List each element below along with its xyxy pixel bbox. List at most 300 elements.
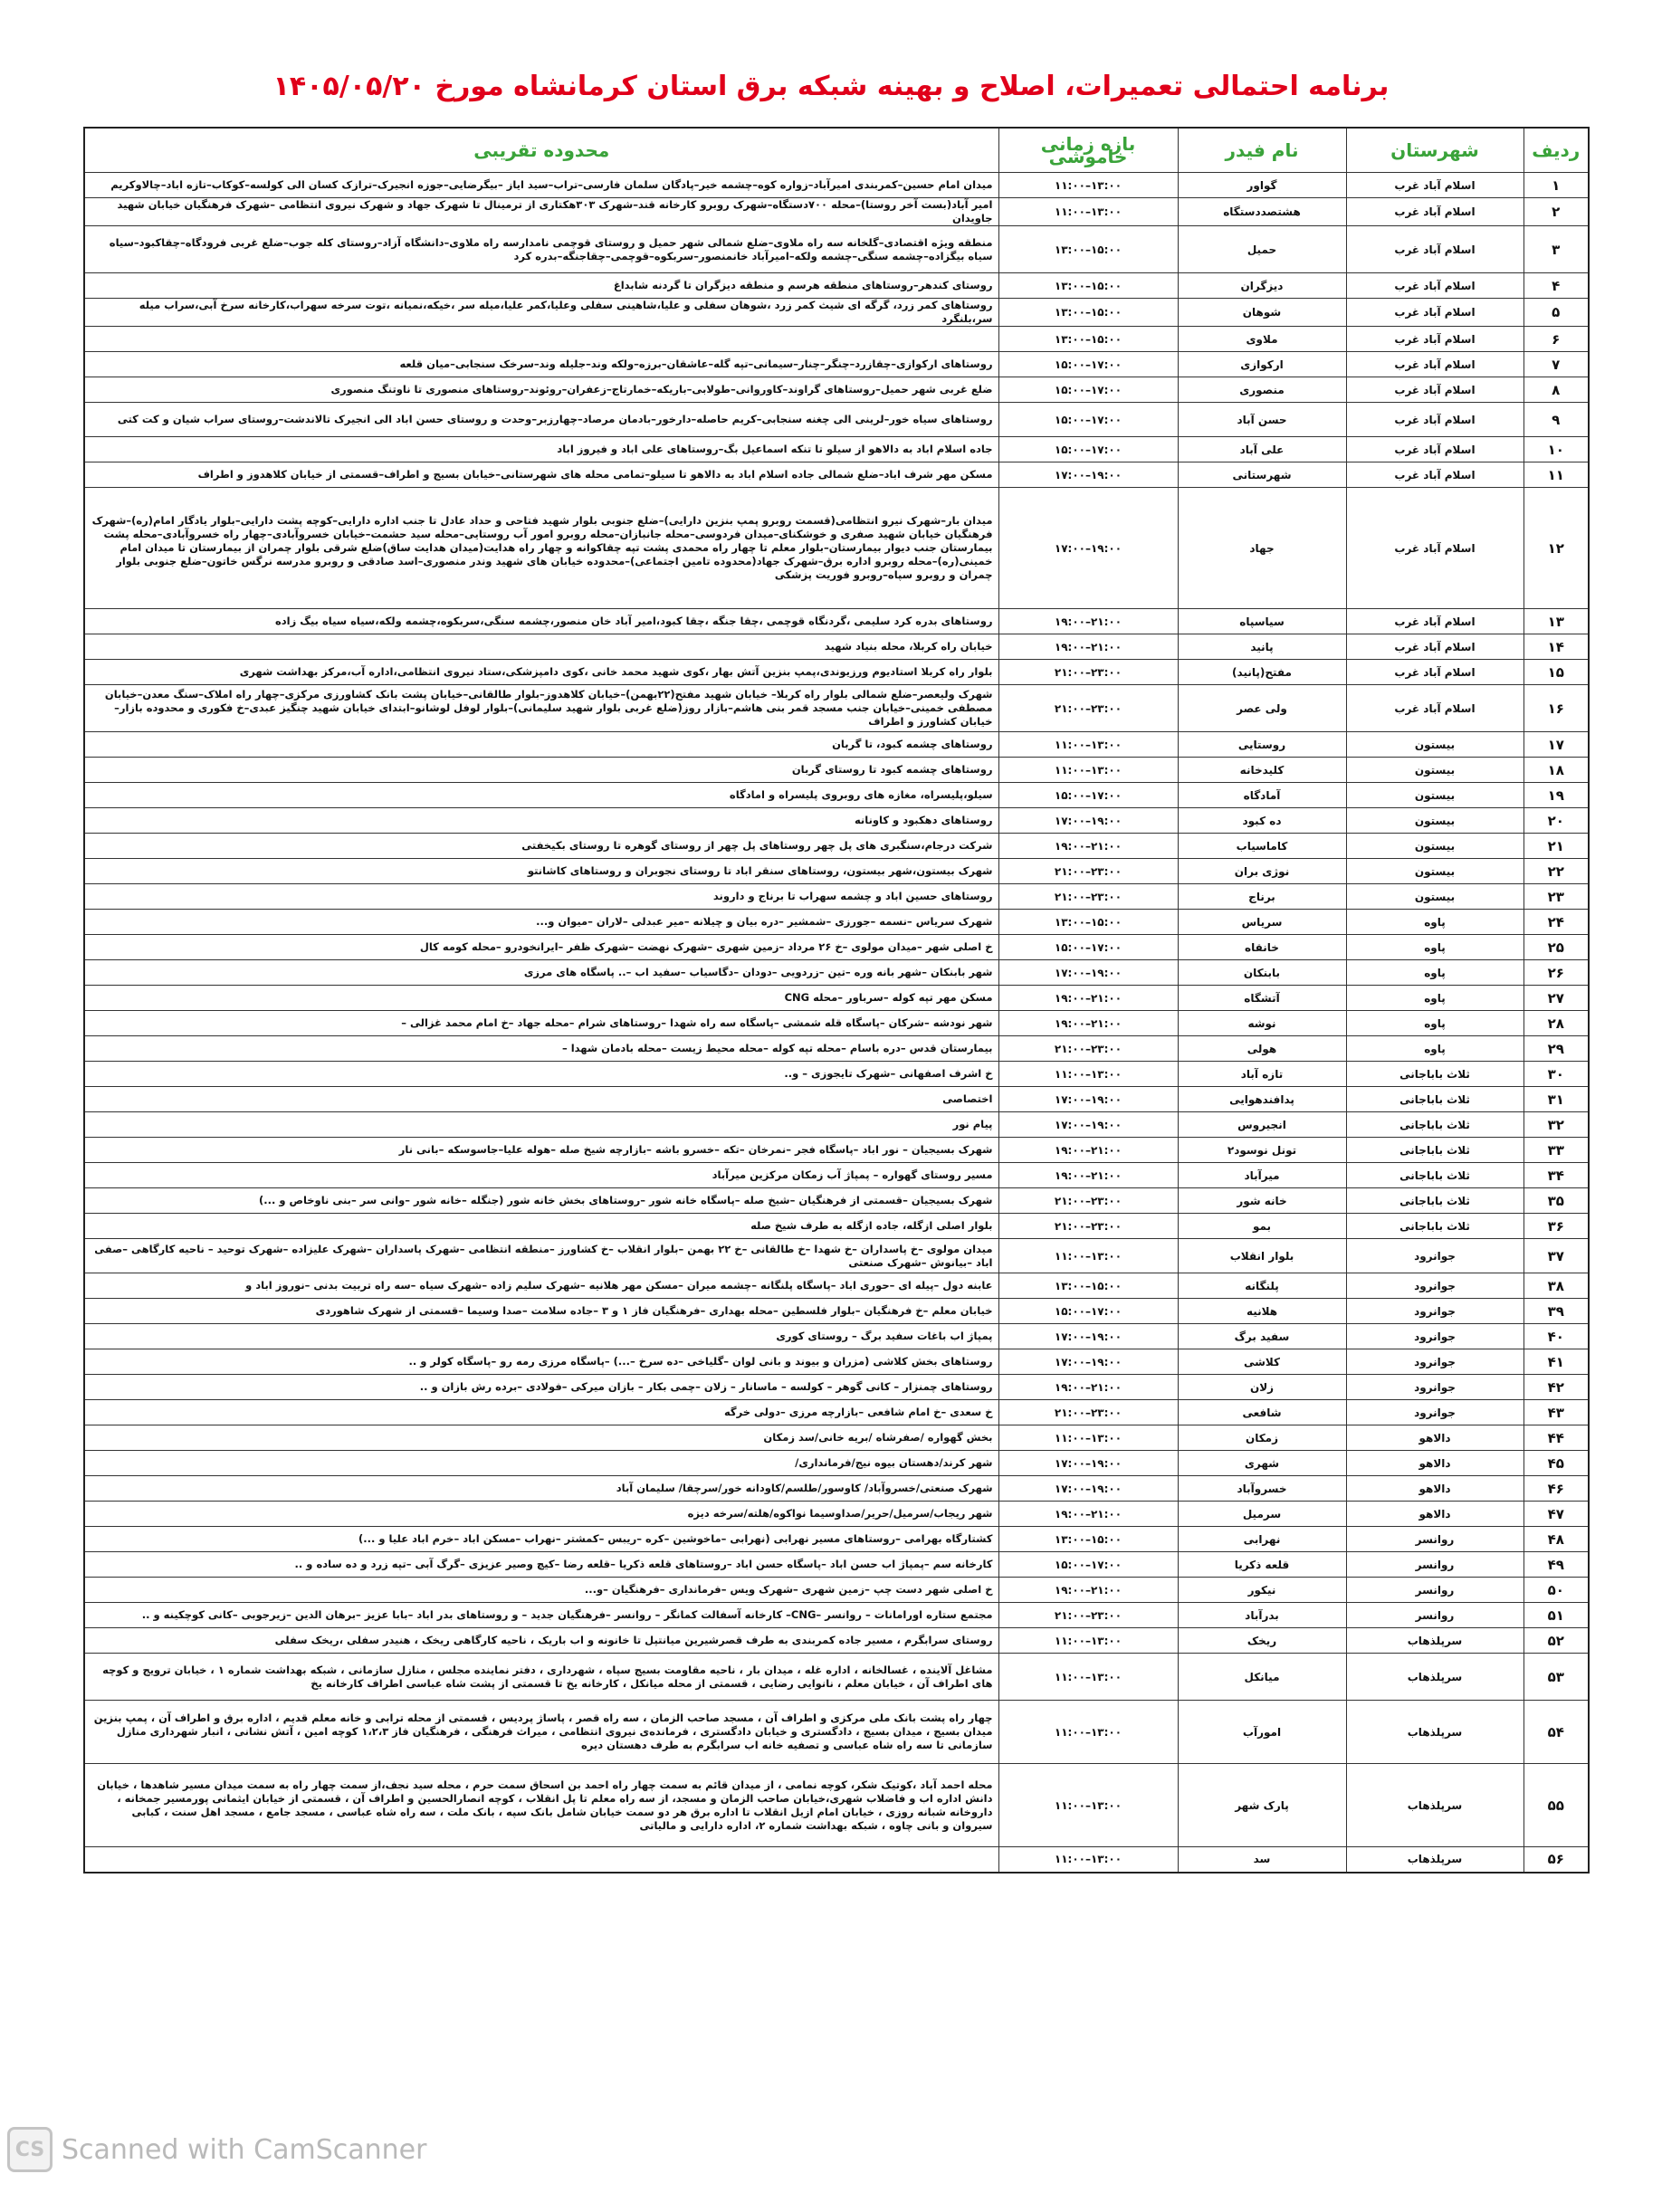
area-cell: روستاهای دهکبود و کاونانه xyxy=(84,808,998,834)
county-cell: دالاهو xyxy=(1346,1425,1524,1451)
time-window-cell: ۲۱:۰۰–۲۳:۰۰ xyxy=(998,884,1178,910)
area-cell: شهرک سریاس –نسمه –جورزی –شمشیر –دره بیان و چیلانه –میر عبدلی –لاران –میوان و... xyxy=(84,910,998,935)
county-cell: سرپلذهاب xyxy=(1346,1847,1524,1873)
county-cell: روانسر xyxy=(1346,1578,1524,1603)
feeder-cell: نیکور xyxy=(1178,1578,1346,1603)
row-number-cell: ۶ xyxy=(1524,327,1589,352)
area-cell: میدان بار–شهرک نیرو انتظامی(قسمت روبرو پمپ بنزین دارایی)–ضلع جنوبی بلوار شهید فتاحی و حداد عادل تا جنب اداره دارایی–کوچه پشت دارایی–بلوار یادگار امام(ره)–شهرک فرهنگیان خیابان شهید صفری و خوشکنای–میدان فردوسی–محله جانبازان–محله روبرو امور آب روستایی–محله سید حشمت–خیابان خسروآبادی–چهار راه خسروآبادی–محله پشت بیمارستان جنب دیوار بیمارستان–بلوار معلم تا چهار راه محمدی پشت تپه چقاکوانه و چهار راه هدایت(میدان هدایت ساق)ضلع شرقی بلوار چمران از بیمارستان تا میدان امام خمینی(ره)–محله روبرو اداره برق–شهرک جهاد(محدوده تامین اجتماعی)–محدوده خیابان های شهید وندر منصوری–اسد صادقی و روبرو مدرسه نرگس خاتون–ضلع جنوبی بلوار چمران و روبرو سپاه–روبرو فوریت پزشکی xyxy=(84,488,998,609)
table-row xyxy=(84,859,1589,884)
row-number-cell: ۳۴ xyxy=(1524,1163,1589,1188)
feeder-cell: زلان xyxy=(1178,1375,1346,1400)
feeder-cell: حمیل xyxy=(1178,226,1346,273)
county-cell: بیستون xyxy=(1346,884,1524,910)
time-window-cell: ۱۵:۰۰–۱۷:۰۰ xyxy=(998,1299,1178,1324)
table-row xyxy=(84,1324,1589,1349)
feeder-cell: شافعی xyxy=(1178,1400,1346,1425)
time-window-cell: ۱۵:۰۰–۱۷:۰۰ xyxy=(998,403,1178,437)
area-cell: کشتارگاه بهرامی –روستاهای مسیر نهرابی (نهرابی –ماخوشین –کره –ریبس –کمشتر –نهراب –مسکن اباد –خرم اباد علیا و ...) xyxy=(84,1527,998,1552)
area-cell: روستاهای چشمه کبود، تا گربان xyxy=(84,732,998,758)
feeder-cell: روستایی xyxy=(1178,732,1346,758)
row-number-cell: ۳۹ xyxy=(1524,1299,1589,1324)
area-cell: میدان امام حسین–کمربندی امیرآباد–زواره کوه–چشمه خیر–پادگان سلمان فارسی–تراب–سید ایاز –بیگرضایی–جوزه انجیرک–ترازک کسان الی کولسه–کوکاب–تازه اباد–چالاوکریم xyxy=(84,173,998,198)
row-number-cell: ۲۵ xyxy=(1524,935,1589,960)
table-row xyxy=(84,198,1589,226)
row-number-cell: ۲۹ xyxy=(1524,1036,1589,1062)
county-cell: ثلاث باباجانی xyxy=(1346,1087,1524,1112)
camscanner-logo: CS xyxy=(7,2127,53,2172)
row-number-cell: ۴۹ xyxy=(1524,1552,1589,1578)
area-cell: مسیر روستای گهواره – پمپاژ آب زمکان مرکزین میرآباد xyxy=(84,1163,998,1188)
row-number-cell: ۲۷ xyxy=(1524,986,1589,1011)
feeder-cell: حسن آباد xyxy=(1178,403,1346,437)
row-number-cell: ۲۴ xyxy=(1524,910,1589,935)
row-number-cell: ۳۱ xyxy=(1524,1087,1589,1112)
time-window-cell: ۱۳:۰۰–۱۵:۰۰ xyxy=(998,1273,1178,1299)
area-cell: پیام نور xyxy=(84,1112,998,1138)
feeder-cell: منصوری xyxy=(1178,377,1346,403)
time-window-cell: ۲۱:۰۰–۲۳:۰۰ xyxy=(998,859,1178,884)
area-cell: شهرک بسیجیان –قسمتی از فرهنگیان –شیخ صله –پاسگاه خانه شور –روستاهای بخش خانه شور (جنگله –خانه شور –وانی سر –بنی ناوخاص و ...) xyxy=(84,1188,998,1214)
time-window-cell: ۲۱:۰۰–۲۳:۰۰ xyxy=(998,1036,1178,1062)
camscanner-watermark xyxy=(7,2127,426,2172)
area-cell: مسکن مهر شرف اباد–ضلع شمالی جاده اسلام اباد به دالاهو تا سیلو–تمامی محله های شهرستانی–خیابان بسیج و اطراف–قسمتی از خیابان کلاهدوز و اطراف xyxy=(84,462,998,488)
time-window-cell: ۱۷:۰۰–۱۹:۰۰ xyxy=(998,462,1178,488)
time-window-cell: ۱۷:۰۰–۱۹:۰۰ xyxy=(998,488,1178,609)
county-cell: اسلام آباد غرب xyxy=(1346,403,1524,437)
table-row xyxy=(84,1062,1589,1087)
county-cell: روانسر xyxy=(1346,1527,1524,1552)
time-window-cell: ۱۱:۰۰–۱۳:۰۰ xyxy=(998,1847,1178,1873)
row-number-cell: ۷ xyxy=(1524,352,1589,377)
feeder-cell: علی آباد xyxy=(1178,437,1346,462)
area-cell: روستای سرابگرم ، مسیر جاده کمربندی به طرف قصرشیرین میانتپل تا خانونه و اب باریک ، ناحیه کارگاهی ریخک ، هنیدر سفلی ،ریخک سفلی xyxy=(84,1628,998,1654)
area-cell: ضلع غربی شهر حمیل–روستاهای گراوند–کاوروانی–طولابی–باریکه–خمارتاج–زعفران–روئوند–روستاهای منصوری تا ناوتنگ منصوری xyxy=(84,377,998,403)
area-cell: روستاهای ارکوازی–چقازرد–چنگر–چنار–سیمانی–تپه گله–عاشقان–برزه–ولکه وند–جلیله وند–سرخک سنجابی–میان قلعه xyxy=(84,352,998,377)
time-window-cell: ۱۱:۰۰–۱۳:۰۰ xyxy=(998,758,1178,783)
time-window-cell: ۲۱:۰۰–۲۳:۰۰ xyxy=(998,1214,1178,1239)
feeder-cell: ارکوازی xyxy=(1178,352,1346,377)
county-cell: جوانرود xyxy=(1346,1400,1524,1425)
county-cell: جوانرود xyxy=(1346,1273,1524,1299)
feeder-cell: تونل نوسود۲ xyxy=(1178,1138,1346,1163)
area-cell: روستاهای کمر زرد، گرگه ای شیث کمر زرد ،شوهان سفلی و علیا،شاهینی سفلی وعلیا،کمر علیا،میله سر ،خیکه،نمیانه ،توت سرخه سهراب،کارخانه سرخ آبی،سراب میله سر،بلنگرد xyxy=(84,299,998,327)
county-cell: بیستون xyxy=(1346,859,1524,884)
feeder-cell: شهرستانی xyxy=(1178,462,1346,488)
row-number-cell: ۲۸ xyxy=(1524,1011,1589,1036)
time-window-cell: ۱۳:۰۰–۱۵:۰۰ xyxy=(998,1527,1178,1552)
area-cell: خیابان معلم –خ فرهنگیان –بلوار فلسطین –محله بهداری –فرهنگیان فاز ۱ و ۳ –جاده سلامت –صدا وسیما –قسمتی از شهرک شاهوردی xyxy=(84,1299,998,1324)
area-cell: روستاهای چشمه کبود تا روستای گربان xyxy=(84,758,998,783)
feeder-cell: بلوار انقلاب xyxy=(1178,1239,1346,1273)
area-cell: شهر ریجاب/سرمیل/حریر/صداوسیما نواکوه/هلته/سرخه دیزه xyxy=(84,1502,998,1527)
table-row xyxy=(84,834,1589,859)
row-number-cell: ۳۸ xyxy=(1524,1273,1589,1299)
table-row xyxy=(84,986,1589,1011)
time-window-cell: ۱۹:۰۰–۲۱:۰۰ xyxy=(998,1011,1178,1036)
table-body xyxy=(84,173,1589,1873)
table-row xyxy=(84,1527,1589,1552)
feeder-cell: سرمیل xyxy=(1178,1502,1346,1527)
area-cell: مشاغل آلاینده ، غسالخانه ، اداره غله ، میدان بار ، ناحیه مقاومت بسیج سپاه ، شهرداری ، دفتر نماینده مجلس ، منازل سازمانی ، شبکه بهداشت شماره ۱ ، خیابان ترویج و کوچه های اطراف آن ، خیابان معلم ، نانوایی رضایی ، قسمتی از محله میانکل ، کارخانه یخ تا قسمتی از پشت شاه عباسی اطراف کارخانه یخ xyxy=(84,1654,998,1701)
feeder-cell: میانکل xyxy=(1178,1654,1346,1701)
area-cell: شهرک ولیعصر–ضلع شمالی بلوار راه کربلا– خیابان شهید مفتح(۲۲بهمن)–خیابان کلاهدوز–بلوار طالقانی–خیابان پشت بانک کشاورزی مرکزی–چهار راه املاک–سنگ معدن–خیابان مصطفی خمینی–خیابان جنب مسجد قمر بنی هاشم–بازار روز(ضلع غربی بلوار شهید سلیمانی)–بلوار لوفل لوشانو–ابتدای خیابان شهید چنگیز عبدی–خ فکوری و محدوده بازار–خیابان کشاورز و اطراف xyxy=(84,685,998,732)
table-row xyxy=(84,488,1589,609)
time-window-cell: ۱۵:۰۰–۱۷:۰۰ xyxy=(998,437,1178,462)
row-number-cell: ۳۰ xyxy=(1524,1062,1589,1087)
time-window-cell: ۱۵:۰۰–۱۷:۰۰ xyxy=(998,377,1178,403)
county-cell: سرپلذهاب xyxy=(1346,1654,1524,1701)
time-window-cell: ۱۱:۰۰–۱۳:۰۰ xyxy=(998,1239,1178,1273)
table-row xyxy=(84,609,1589,634)
table-row xyxy=(84,685,1589,732)
county-cell: اسلام آباد غرب xyxy=(1346,462,1524,488)
time-window-cell: ۱۵:۰۰–۱۷:۰۰ xyxy=(998,352,1178,377)
table-row xyxy=(84,1375,1589,1400)
time-window-cell: ۱۹:۰۰–۲۱:۰۰ xyxy=(998,1578,1178,1603)
row-number-cell: ۴۶ xyxy=(1524,1476,1589,1502)
time-window-cell: ۲۱:۰۰–۲۳:۰۰ xyxy=(998,1400,1178,1425)
county-cell: ثلاث باباجانی xyxy=(1346,1188,1524,1214)
time-window-cell: ۱۱:۰۰–۱۳:۰۰ xyxy=(998,1764,1178,1847)
feeder-cell: میرآباد xyxy=(1178,1163,1346,1188)
feeder-cell: سریاس xyxy=(1178,910,1346,935)
county-cell: بیستون xyxy=(1346,834,1524,859)
time-window-cell: ۱۷:۰۰–۱۹:۰۰ xyxy=(998,960,1178,986)
area-cell: پمپاژ اب باغات سفید برگ – روستای کوری xyxy=(84,1324,998,1349)
time-window-cell: ۲۱:۰۰–۲۳:۰۰ xyxy=(998,1603,1178,1628)
row-number-cell: ۴ xyxy=(1524,273,1589,299)
feeder-cell: زمکان xyxy=(1178,1425,1346,1451)
county-cell: اسلام آباد غرب xyxy=(1346,660,1524,685)
feeder-cell: کاماسیاب xyxy=(1178,834,1346,859)
county-cell: دالاهو xyxy=(1346,1502,1524,1527)
county-cell: اسلام آباد غرب xyxy=(1346,437,1524,462)
row-number-cell: ۳۶ xyxy=(1524,1214,1589,1239)
county-cell: ثلاث باباجانی xyxy=(1346,1062,1524,1087)
feeder-cell: سیاسپاه xyxy=(1178,609,1346,634)
county-cell: اسلام آباد غرب xyxy=(1346,327,1524,352)
feeder-cell: پدافندهوایی xyxy=(1178,1087,1346,1112)
row-number-cell: ۱۵ xyxy=(1524,660,1589,685)
table-row xyxy=(84,1273,1589,1299)
feeder-cell: شوهان xyxy=(1178,299,1346,327)
table-row xyxy=(84,1087,1589,1112)
area-cell: روستاهای حسین اباد و چشمه سهراب تا برناج و داروند xyxy=(84,884,998,910)
area-cell: شهرک صنعتی/خسروآباد/ کاوسور/طلسم/کاودانه خور/سرچقا/ سلیمان آباد xyxy=(84,1476,998,1502)
feeder-cell: برناج xyxy=(1178,884,1346,910)
time-window-cell: ۱۷:۰۰–۱۹:۰۰ xyxy=(998,1349,1178,1375)
time-window-cell: ۱۱:۰۰–۱۳:۰۰ xyxy=(998,732,1178,758)
table-row xyxy=(84,960,1589,986)
county-cell: اسلام آباد غرب xyxy=(1346,634,1524,660)
county-cell: سرپلذهاب xyxy=(1346,1764,1524,1847)
time-window-cell: ۱۹:۰۰–۲۱:۰۰ xyxy=(998,609,1178,634)
feeder-cell: گواور xyxy=(1178,173,1346,198)
county-cell: ثلاث باباجانی xyxy=(1346,1214,1524,1239)
county-cell: جوانرود xyxy=(1346,1299,1524,1324)
area-cell: میدان مولوی –خ پاسداران –خ شهدا –خ طالقانی –خ ۲۲ بهمن –بلوار انقلاب –خ کشاورز –منطقه انتظامی –شهرک پاسداران –شهرک علیزاده –شهرک توحید – ناحیه کارگاهی –صفی اباد –بیانوش –شهرک صنعتی xyxy=(84,1239,998,1273)
row-number-cell: ۱۳ xyxy=(1524,609,1589,634)
county-cell: ثلاث باباجانی xyxy=(1346,1163,1524,1188)
feeder-cell: کلاشی xyxy=(1178,1349,1346,1375)
area-cell: شرکت درجام،سنگبری های پل چهر روستاهای پل چهر از روستای گوهره تا روستای بکیخفتی xyxy=(84,834,998,859)
row-number-cell: ۴۴ xyxy=(1524,1425,1589,1451)
area-cell xyxy=(84,1847,998,1873)
area-cell: چهار راه پشت بانک ملی مرکزی و اطراف آن ، مسجد صاحب الزمان ، سه راه قصر ، پاساژ پردیس ، قسمتی از محله ترابی و خانه معلم قدیم ، اداره برق و اطراف آن ، پمپ بنزین میدان بسیج ، میدان بسیج ، دادگستری و خیابان دادگستری ، فرمانده‌ی نیروی انتظامی ، میراث فرهنگی ، فرهنگیان فاز ۱،۲،۳ کوچه امین ، آتش نشانی ، انبار شهرداری منازل سازمانی تا سه راه شاه عباسی و تصفیه خانه اب سرابگرم به طرف دهستان دیره xyxy=(84,1701,998,1764)
feeder-cell: سد xyxy=(1178,1847,1346,1873)
row-number-cell: ۵۴ xyxy=(1524,1701,1589,1764)
feeder-cell: مفتح(پانید) xyxy=(1178,660,1346,685)
time-window-cell: ۱۱:۰۰–۱۳:۰۰ xyxy=(998,1425,1178,1451)
row-number-cell: ۱۱ xyxy=(1524,462,1589,488)
feeder-cell: هولی xyxy=(1178,1036,1346,1062)
table-row xyxy=(84,935,1589,960)
time-window-cell: ۱۵:۰۰–۱۷:۰۰ xyxy=(998,783,1178,808)
feeder-cell: ولی عصر xyxy=(1178,685,1346,732)
time-window-cell: ۱۹:۰۰–۲۱:۰۰ xyxy=(998,1138,1178,1163)
feeder-cell: ده کبود xyxy=(1178,808,1346,834)
county-cell: سرپلذهاب xyxy=(1346,1628,1524,1654)
feeder-cell: جهاد xyxy=(1178,488,1346,609)
feeder-cell: بدرآباد xyxy=(1178,1603,1346,1628)
row-number-cell: ۱۹ xyxy=(1524,783,1589,808)
header-feeder: نام فیدر xyxy=(1178,128,1346,173)
table-row xyxy=(84,732,1589,758)
schedule-sheet xyxy=(83,127,1588,1874)
county-cell: جوانرود xyxy=(1346,1349,1524,1375)
table-row xyxy=(84,1400,1589,1425)
feeder-cell: امورآب xyxy=(1178,1701,1346,1764)
time-window-cell: ۱۷:۰۰–۱۹:۰۰ xyxy=(998,1087,1178,1112)
feeder-cell: تازه آباد xyxy=(1178,1062,1346,1087)
table-row xyxy=(84,1299,1589,1324)
area-cell: روستای کندهر–روستاهای منطقه هرسم و منطقه دیزگران تا گردنه شابداغ xyxy=(84,273,998,299)
time-window-cell: ۱۹:۰۰–۲۱:۰۰ xyxy=(998,986,1178,1011)
row-number-cell: ۲۳ xyxy=(1524,884,1589,910)
watermark-label: Scanned with CamScanner xyxy=(62,2133,427,2166)
area-cell: شهرک بسیجیان – نور اباد –پاسگاه فجر –نمرخان –تکه –خسرو باشه –بازارچه شیخ صله –هوله علیا–جاسوسکه –بانی نار xyxy=(84,1138,998,1163)
county-cell: پاوه xyxy=(1346,1011,1524,1036)
area-cell: روستاهای بخش کلاشی (مزران و بیوند و بانی لوان –گلیاخی –ده سرخ –...) –پاسگاه مرزی رمه رو –پاسگاه کولر و .. xyxy=(84,1349,998,1375)
row-number-cell: ۵۰ xyxy=(1524,1578,1589,1603)
county-cell: روانسر xyxy=(1346,1552,1524,1578)
county-cell: دالاهو xyxy=(1346,1476,1524,1502)
area-cell: منطقه ویژه اقتصادی–گلخانه سه راه ملاوی–ضلع شمالی شهر حمیل و روستای قوچمی نامدارسه راه ملاوی–دانشگاه آزاد–روستای کله جوب–ضلع غربی فرودگاه–چقاکبود–سیاه سیاه بیگزاده–چشمه سنگی–چشمه ولکه–امیرآباد خانمنصور–سربکوه–قوچمی–چقاجنگه–بدره کرد xyxy=(84,226,998,273)
row-number-cell: ۵۳ xyxy=(1524,1654,1589,1701)
county-cell: پاوه xyxy=(1346,960,1524,986)
row-number-cell: ۴۱ xyxy=(1524,1349,1589,1375)
table-row xyxy=(84,1112,1589,1138)
feeder-cell: دیزگران xyxy=(1178,273,1346,299)
table-row xyxy=(84,299,1589,327)
header-time-window: بازه زمانی خاموشی xyxy=(998,128,1178,173)
table-row xyxy=(84,1011,1589,1036)
time-window-cell: ۱۱:۰۰–۱۳:۰۰ xyxy=(998,1062,1178,1087)
row-number-cell: ۳۲ xyxy=(1524,1112,1589,1138)
time-window-cell: ۲۱:۰۰–۲۳:۰۰ xyxy=(998,1188,1178,1214)
area-cell: کارخانه سم –پمپاژ اب حسن اباد –پاسگاه حسن اباد –روستاهای قلعه ذکریا –قلعه رضا –کیچ وصیر عزیزی –گرگ آبی –تپه زرد و ده ساده و .. xyxy=(84,1552,998,1578)
table-row xyxy=(84,910,1589,935)
county-cell: بیستون xyxy=(1346,808,1524,834)
feeder-cell: هلانیه xyxy=(1178,1299,1346,1324)
county-cell: ثلاث باباجانی xyxy=(1346,1138,1524,1163)
county-cell: پاوه xyxy=(1346,986,1524,1011)
row-number-cell: ۵۵ xyxy=(1524,1764,1589,1847)
county-cell: جوانرود xyxy=(1346,1375,1524,1400)
area-cell: جاده اسلام اباد به دالاهو از سیلو تا تنکه اسماعیل بگ–روستاهای علی اباد و فیروز اباد xyxy=(84,437,998,462)
county-cell: اسلام آباد غرب xyxy=(1346,488,1524,609)
table-header-row xyxy=(84,128,1589,173)
time-window-cell: ۱۱:۰۰–۱۳:۰۰ xyxy=(998,1701,1178,1764)
row-number-cell: ۴۰ xyxy=(1524,1324,1589,1349)
row-number-cell: ۳۷ xyxy=(1524,1239,1589,1273)
outage-table xyxy=(83,127,1590,1874)
area-cell: خیابان راه کربلا، محله بنیاد شهید xyxy=(84,634,998,660)
area-cell: بخش گهواره /صفرشاه /بریه خانی/سد زمکان xyxy=(84,1425,998,1451)
table-row xyxy=(84,634,1589,660)
row-number-cell: ۲۰ xyxy=(1524,808,1589,834)
area-cell: روستاهای سیاه خور–لرینی الی چغنه سنجابی–کریم حاصله–دارخور–بادمان مرصاد–چهارزبر–وحدت و روستای حسن اباد الی انجیرک تالاندشت–روستای سراب شیان و کت کتی xyxy=(84,403,998,437)
county-cell: اسلام آباد غرب xyxy=(1346,273,1524,299)
county-cell: اسلام آباد غرب xyxy=(1346,198,1524,226)
row-number-cell: ۵ xyxy=(1524,299,1589,327)
header-row-number: ردیف xyxy=(1524,128,1589,173)
area-cell: خ اصلی شهر دست چپ –زمین شهری –شهرک ویس –فرمانداری –فرهنگیان –و... xyxy=(84,1578,998,1603)
time-window-cell: ۲۱:۰۰–۲۳:۰۰ xyxy=(998,685,1178,732)
county-cell: اسلام آباد غرب xyxy=(1346,685,1524,732)
row-number-cell: ۱۶ xyxy=(1524,685,1589,732)
feeder-cell: خانقاه xyxy=(1178,935,1346,960)
time-window-cell: ۱۹:۰۰–۲۱:۰۰ xyxy=(998,634,1178,660)
area-cell: مجتمع ستاره اورامانات – روانسر –CNG– کارخانه آسفالت کمانگر – روانسر –فرهنگیان جدید – و روستاهای بدر اباد –بابا عزیز –برهان الدین –زیرجوبی –کانی کوچکینه و .. xyxy=(84,1603,998,1628)
area-cell: روستاهای چمنزار – کانی گوهر – کولسه – ماسانار – زلان –چمی بکار – بازان میرکی –فولادی –برده رش بازان و .. xyxy=(84,1375,998,1400)
county-cell: دالاهو xyxy=(1346,1451,1524,1476)
time-window-cell: ۱۱:۰۰–۱۳:۰۰ xyxy=(998,1628,1178,1654)
row-number-cell: ۱۰ xyxy=(1524,437,1589,462)
county-cell: اسلام آباد غرب xyxy=(1346,352,1524,377)
time-window-cell: ۲۱:۰۰–۲۳:۰۰ xyxy=(998,660,1178,685)
feeder-cell: انجیروس xyxy=(1178,1112,1346,1138)
county-cell: سرپلذهاب xyxy=(1346,1701,1524,1764)
area-cell: بلوار اصلی ازگله، جاده ازگله به طرف شیخ صله xyxy=(84,1214,998,1239)
feeder-cell: پارک شهر xyxy=(1178,1764,1346,1847)
row-number-cell: ۹ xyxy=(1524,403,1589,437)
table-row xyxy=(84,884,1589,910)
county-cell: بیستون xyxy=(1346,732,1524,758)
row-number-cell: ۲ xyxy=(1524,198,1589,226)
county-cell: روانسر xyxy=(1346,1603,1524,1628)
county-cell: جوانرود xyxy=(1346,1324,1524,1349)
county-cell: اسلام آباد غرب xyxy=(1346,226,1524,273)
table-row xyxy=(84,1188,1589,1214)
time-window-cell: ۱۳:۰۰–۱۵:۰۰ xyxy=(998,226,1178,273)
time-window-cell: ۱۳:۰۰–۱۵:۰۰ xyxy=(998,299,1178,327)
area-cell: مسکن مهر تپه کوله –سرباور –محله CNG xyxy=(84,986,998,1011)
time-window-cell: ۱۳:۰۰–۱۵:۰۰ xyxy=(998,327,1178,352)
row-number-cell: ۴۷ xyxy=(1524,1502,1589,1527)
time-window-cell: ۱۷:۰۰–۱۹:۰۰ xyxy=(998,1451,1178,1476)
row-number-cell: ۵۱ xyxy=(1524,1603,1589,1628)
page-title: برنامه احتمالی تعمیرات، اصلاح و بهینه شبکه برق استان کرمانشاه مورخ ۱۴۰۵/۰۵/۲۰ xyxy=(272,71,1390,102)
table-row xyxy=(84,1552,1589,1578)
county-cell: اسلام آباد غرب xyxy=(1346,609,1524,634)
county-cell: بیستون xyxy=(1346,758,1524,783)
table-row xyxy=(84,1578,1589,1603)
area-cell: امیر آباد(بست آخر روستا)–محله ۷۰۰دستگاه–شهرک روبرو کارخانه قند–شهرک ۳۰۳هکتاری از ترمینال تا شهرک جهاد و شهرک نیروی انتظامی –شهرک فرهنگیان خیابان شهید جاویدان xyxy=(84,198,998,226)
area-cell: عابنه دول –پیله ای –حوری اباد –پاسگاه پلنگانه –چشمه میران –مسکن مهر هلانیه –شهرک سلیم زاده –شهرک سیاه –سه راه تربیت بدنی –نوروز اباد و xyxy=(84,1273,998,1299)
table-row xyxy=(84,1847,1589,1873)
table-row xyxy=(84,377,1589,403)
row-number-cell: ۱۴ xyxy=(1524,634,1589,660)
table-row xyxy=(84,352,1589,377)
row-number-cell: ۴۳ xyxy=(1524,1400,1589,1425)
table-row xyxy=(84,327,1589,352)
area-cell: بلوار راه کربلا استادیوم ورزیوندی،پمپ بنزین آتش بهار ،کوی شهید محمد خانی ،کوی دامپزشکی،ستاد نیروی انتظامی،اداره آب،مرکز بهداشت شهری xyxy=(84,660,998,685)
table-row xyxy=(84,1701,1589,1764)
table-row xyxy=(84,1628,1589,1654)
county-cell: پاوه xyxy=(1346,1036,1524,1062)
table-row xyxy=(84,1451,1589,1476)
row-number-cell: ۳۵ xyxy=(1524,1188,1589,1214)
feeder-cell: آتشگاه xyxy=(1178,986,1346,1011)
county-cell: ثلاث باباجانی xyxy=(1346,1112,1524,1138)
feeder-cell: ملاوی xyxy=(1178,327,1346,352)
table-row xyxy=(84,1214,1589,1239)
feeder-cell: نوژی بران xyxy=(1178,859,1346,884)
table-row xyxy=(84,660,1589,685)
table-row xyxy=(84,783,1589,808)
table-row xyxy=(84,437,1589,462)
county-cell: پاوه xyxy=(1346,910,1524,935)
feeder-cell: خسروآباد xyxy=(1178,1476,1346,1502)
row-number-cell: ۸ xyxy=(1524,377,1589,403)
table-row xyxy=(84,1349,1589,1375)
row-number-cell: ۱ xyxy=(1524,173,1589,198)
table-row xyxy=(84,1425,1589,1451)
time-window-cell: ۱۵:۰۰–۱۷:۰۰ xyxy=(998,935,1178,960)
feeder-cell: پلنگانه xyxy=(1178,1273,1346,1299)
time-window-cell: ۱۹:۰۰–۲۱:۰۰ xyxy=(998,1502,1178,1527)
table-row xyxy=(84,1163,1589,1188)
county-cell: اسلام آباد غرب xyxy=(1346,173,1524,198)
time-window-cell: ۱۹:۰۰–۲۱:۰۰ xyxy=(998,1163,1178,1188)
county-cell: اسلام آباد غرب xyxy=(1346,299,1524,327)
area-cell: سیلو،پلیسراه، مغازه های روبروی پلیسراه و امادگاه xyxy=(84,783,998,808)
time-window-cell: ۱۳:۰۰–۱۵:۰۰ xyxy=(998,273,1178,299)
feeder-cell: نوشه xyxy=(1178,1011,1346,1036)
area-cell xyxy=(84,327,998,352)
table-row xyxy=(84,273,1589,299)
row-number-cell: ۳ xyxy=(1524,226,1589,273)
time-window-cell: ۱۷:۰۰–۱۹:۰۰ xyxy=(998,808,1178,834)
time-window-cell: ۱۱:۰۰–۱۳:۰۰ xyxy=(998,1654,1178,1701)
row-number-cell: ۵۲ xyxy=(1524,1628,1589,1654)
header-county: شهرستان xyxy=(1346,128,1524,173)
time-window-cell: ۱۳:۰۰–۱۵:۰۰ xyxy=(998,910,1178,935)
area-cell: خ سعدی –خ امام شافعی –بازارچه مرزی –دولی خرگه xyxy=(84,1400,998,1425)
table-row xyxy=(84,1603,1589,1628)
feeder-cell: پانید xyxy=(1178,634,1346,660)
feeder-cell: بابنکان xyxy=(1178,960,1346,986)
table-row xyxy=(84,226,1589,273)
time-window-cell: ۱۷:۰۰–۱۹:۰۰ xyxy=(998,1476,1178,1502)
row-number-cell: ۱۲ xyxy=(1524,488,1589,609)
row-number-cell: ۴۵ xyxy=(1524,1451,1589,1476)
row-number-cell: ۲۶ xyxy=(1524,960,1589,986)
table-row xyxy=(84,1502,1589,1527)
time-window-cell: ۱۷:۰۰–۱۹:۰۰ xyxy=(998,1112,1178,1138)
area-cell: اختصاصی xyxy=(84,1087,998,1112)
